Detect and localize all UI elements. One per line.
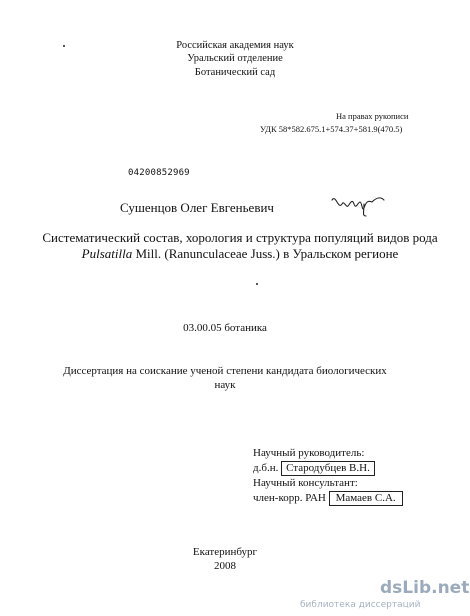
title-part-1: Систематический состав, хорология и структура популяций видов рода bbox=[42, 230, 438, 245]
title-genus: Pulsatilla bbox=[81, 246, 133, 261]
supervisor-degree: д.б.н. bbox=[253, 462, 279, 474]
city: Екатеринбург bbox=[192, 546, 258, 558]
watermark-tagline: библиотека диссертаций bbox=[300, 600, 421, 610]
consultant-label: Научный консультант: bbox=[253, 477, 358, 489]
udk-code: УДК 58*582.675.1+574.37+581.9(470.5) bbox=[260, 124, 403, 134]
supervisor-row bbox=[253, 461, 403, 476]
manuscript-note: На правах рукописи bbox=[336, 111, 409, 121]
consultant-row bbox=[253, 491, 403, 506]
supervisor-label: Научный руководитель: bbox=[253, 447, 365, 459]
consultant-name: Мамаев С.А. bbox=[329, 491, 403, 506]
year: 2008 bbox=[214, 560, 236, 572]
dissertation-title bbox=[40, 230, 440, 262]
scan-speck bbox=[256, 283, 258, 285]
specialty-code: 03.00.05 ботаника bbox=[183, 322, 267, 334]
institution-line-3: Ботанический сад bbox=[194, 67, 276, 78]
consultant-degree: член-корр. РАН bbox=[253, 492, 326, 504]
catalog-code: 04200852969 bbox=[128, 168, 190, 178]
supervisor-name: Стародубцев В.Н. bbox=[281, 461, 375, 476]
title-part-2: Mill. (Ranunculaceae Juss.) в Уральском регионе bbox=[132, 246, 399, 261]
dissertation-degree-statement: Диссертация на соискание ученой степени кандидата биологических наук bbox=[63, 365, 387, 391]
watermark-logo: dsLib.net bbox=[380, 578, 470, 598]
signature-icon bbox=[328, 190, 388, 218]
author-name: Сушенцов Олег Евгеньевич bbox=[120, 200, 274, 215]
institution-line-2: Уральский отделение bbox=[187, 53, 283, 64]
institution-line-1: Российская академия наук bbox=[176, 40, 294, 51]
advisors-block bbox=[253, 446, 403, 506]
